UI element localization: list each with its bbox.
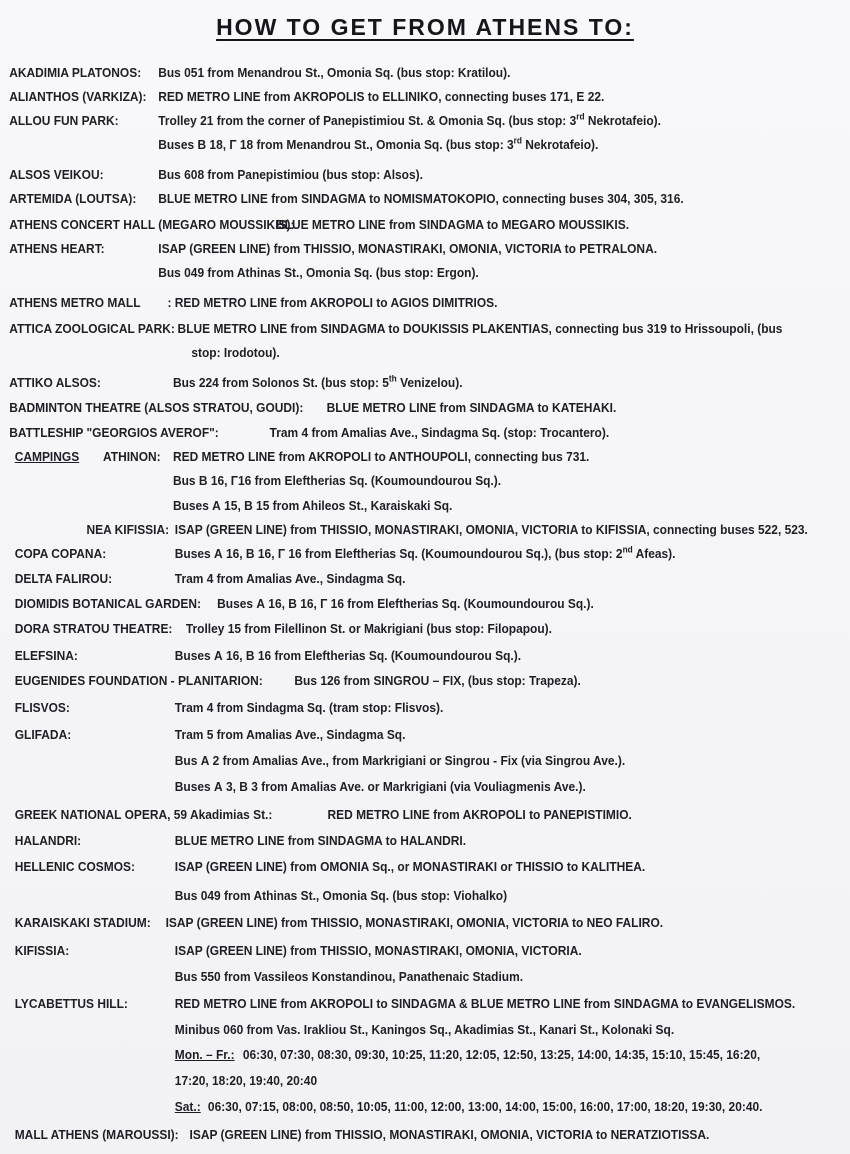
entry-text: RED METRO LINE from AKROPOLI to SINDAGMA & BLUE METRO LINE from SINDAGMA to EVANGELISMOS. xyxy=(174,996,796,1011)
entry-label: ALIANTHOS (VARKIZA): xyxy=(9,89,147,104)
entry-text: Minibus 060 from Vas. Irakliou St., Kaningos Sq., Akadimias St., Kanari St., Kolonaki Sq. xyxy=(174,1022,675,1037)
campings-sub-label: ATHINON: xyxy=(103,449,161,464)
entry-label: HELLENIC COSMOS: xyxy=(14,859,135,874)
entry-text: Bus 126 from SINGROU – FIX, (bus stop: Trapeza). xyxy=(294,673,581,688)
entry-alianthos xyxy=(0,86,782,108)
entry-athens-heart xyxy=(0,238,782,260)
entry-text: Tram 4 from Amalias Ave., Sindagma Sq. (stop: Trocantero). xyxy=(269,425,610,440)
entry-label: DIOMIDIS BOTANICAL GARDEN: xyxy=(14,596,201,611)
entry-label: LYCABETTUS HILL: xyxy=(14,996,128,1011)
entry-label: EUGENIDES FOUNDATION - PLANITARION: xyxy=(14,673,263,688)
entry-text: BLUE METRO LINE from SINDAGMA to DOUKISSIS PLAKENTIAS, connecting bus 319 to Hrissoupoli, (bus xyxy=(177,321,783,336)
entry-glifada-2 xyxy=(0,750,782,772)
entry-athens-heart-2 xyxy=(0,262,782,284)
entry-text: BLUE METRO LINE from SINDAGMA to NOMISMATOKOPIO, connecting buses 304, 305, 316. xyxy=(158,191,684,206)
entry-label: ATHENS HEART: xyxy=(9,241,105,256)
entry-dora-stratou-theatre xyxy=(0,618,782,640)
entry-text: ISAP (GREEN LINE) from THISSIO, MONASTIRAKI, OMONIA, VICTORIA. xyxy=(174,943,582,958)
entry-athens-concert-hall xyxy=(0,214,782,236)
entry-text: Tram 4 from Sindagma Sq. (tram stop: Flisvos). xyxy=(174,700,444,715)
entry-text: : RED METRO LINE from AKROPOLI to AGIOS DIMITRIOS. xyxy=(167,295,498,310)
entry-label: HALANDRI: xyxy=(14,833,82,848)
entry-text: ISAP (GREEN LINE) from THISSIO, MONASTIRAKI, OMONIA, VICTORIA to NERATZIOTISSA. xyxy=(189,1127,710,1142)
entry-text: Buses Α 16, Β 16, Γ 16 from Eleftherias Sq. (Koumoundourou Sq.). xyxy=(217,596,594,611)
entry-label: ATHENS CONCERT HALL (MEGARO MOUSSIKIS): xyxy=(9,217,295,232)
entry-label: CAMPINGS xyxy=(14,449,80,464)
entry-label: MALL ATHENS (MAROUSSI): xyxy=(14,1127,179,1142)
entry-delta-falirou xyxy=(0,568,782,590)
entry-text: Trolley 15 from Filellinon St. or Makrigiani (bus stop: Filopapou). xyxy=(185,621,552,636)
schedule-times: 06:30, 07:15, 08:00, 08:50, 10:05, 11:00, 12:00, 13:00, 14:00, 15:00, 16:00, 17:00, 18:20, 19:30, 20:40. xyxy=(207,1099,763,1114)
entry-label: AKADIMIA PLATONOS: xyxy=(9,65,142,80)
entry-akadimia-platonos xyxy=(0,62,782,84)
entry-label: ALSOS VEIKOU: xyxy=(9,167,104,182)
entry-hellenic-cosmos-2 xyxy=(0,885,782,907)
entry-text: ISAP (GREEN LINE) from OMONIA Sq., or MONASTIRAKI or THISSIO to KALITHEA. xyxy=(174,859,646,874)
entry-campings-nea-kifissia xyxy=(0,519,808,541)
entry-glifada-3 xyxy=(0,776,782,798)
entry-greek-national-opera xyxy=(0,804,782,826)
entry-attiko-alsos xyxy=(0,372,782,394)
schedule-times: 06:30, 07:30, 08:30, 09:30, 10:25, 11:20, 12:05, 12:50, 13:25, 14:00, 14:35, 15:10, 15:45, 16:20, xyxy=(242,1047,761,1062)
entry-text: Bus 608 from Panepistimiou (bus stop: Alsos). xyxy=(158,167,423,182)
entry-kifissia-2 xyxy=(0,966,782,988)
schedule-label: Mon. – Fr.: xyxy=(174,1047,235,1062)
entry-alsos-veikou xyxy=(0,164,782,186)
entry-lycabettus-saturday xyxy=(0,1096,782,1118)
entry-kifissia xyxy=(0,940,782,962)
entry-label: DORA STRATOU THEATRE: xyxy=(14,621,173,636)
entry-mall-athens xyxy=(0,1124,782,1146)
entry-lycabettus-weekday xyxy=(0,1044,782,1066)
entry-battleship-averof xyxy=(0,422,782,444)
entry-badminton-theatre xyxy=(0,397,782,419)
entry-label: ELEFSINA: xyxy=(14,648,78,663)
entry-text: Tram 5 from Amalias Ave., Sindagma Sq. xyxy=(174,727,406,742)
entry-lycabettus-hill xyxy=(0,993,796,1015)
entry-text: ISAP (GREEN LINE) from THISSIO, MONASTIRAKI, OMONIA, VICTORIA to KIFISSIA, connecting buses 522, 523. xyxy=(174,522,808,537)
entry-athens-metro-mall xyxy=(0,292,782,314)
entry-label: KIFISSIA: xyxy=(14,943,70,958)
entry-label: ATTICA ZOOLOGICAL PARK: xyxy=(9,321,175,336)
entry-lycabettus-weekday-2 xyxy=(0,1070,782,1092)
entry-label: ALLOU FUN PARK: xyxy=(9,113,119,128)
entry-attica-zoological-park xyxy=(0,318,782,340)
entry-text: Bus Α 2 from Amalias Ave., from Markrigiani or Singrou - Fix (via Singrou Ave.). xyxy=(174,753,626,768)
entry-label: BATTLESHIP "GEORGIOS AVEROF": xyxy=(9,425,219,440)
entry-text: Tram 4 from Amalias Ave., Sindagma Sq. xyxy=(174,571,406,586)
entry-elefsina xyxy=(0,645,782,667)
entry-karaiskaki-stadium xyxy=(0,912,782,934)
entry-text: Bus 051 from Menandrou St., Omonia Sq. (bus stop: Kratilou). xyxy=(158,65,511,80)
entry-label: KARAISKAKI STADIUM: xyxy=(14,915,151,930)
entry-text: stop: Irodotou). xyxy=(191,345,280,360)
entry-text: ISAP (GREEN LINE) from THISSIO, MONASTIRAKI, OMONIA, VICTORIA to PETRALONA. xyxy=(158,241,658,256)
page-title: HOW TO GET FROM ATHENS TO: xyxy=(216,14,634,40)
entry-text: Bus 049 from Athinas St., Omonia Sq. (bus stop: Ergon). xyxy=(158,265,479,280)
entry-copa-copana xyxy=(0,543,782,565)
entry-text: BLUE METRO LINE from SINDAGMA to HALANDRI. xyxy=(174,833,467,848)
entry-text: BLUE METRO LINE from SINDAGMA to MEGARO MOUSSIKIS. xyxy=(276,217,630,232)
entry-label: ATHENS METRO MALL xyxy=(9,295,141,310)
entry-allou-fun-park xyxy=(0,110,782,132)
entry-lycabettus-minibus xyxy=(0,1019,782,1041)
entry-glifada xyxy=(0,724,782,746)
entry-halandri xyxy=(0,830,782,852)
entry-label: COPA COPANA: xyxy=(14,546,107,561)
entry-label: NEA KIFISSIA: xyxy=(86,522,170,537)
entry-text: Bus 550 from Vassileos Konstandinou, Panathenaic Stadium. xyxy=(174,969,524,984)
entry-campings-athinon-3 xyxy=(0,495,782,517)
entry-text: Buses Β 18, Γ 18 from Menandrou St., Omonia Sq. (bus stop: 3rd Nekrotafeio). xyxy=(158,135,599,152)
entry-label: ARTEMIDA (LOUTSA): xyxy=(9,191,137,206)
entry-label: BADMINTON THEATRE (ALSOS STRATOU, GOUDI): xyxy=(9,400,304,415)
entry-text: ISAP (GREEN LINE) from THISSIO, MONASTIRAKI, OMONIA, VICTORIA to NEO FALIRO. xyxy=(165,915,664,930)
schedule-label: Sat.: xyxy=(174,1099,201,1114)
entry-text: RED METRO LINE from AKROPOLIS to ELLINIKO, connecting buses 171, Ε 22. xyxy=(158,89,605,104)
entry-text: Bus 224 from Solonos St. (bus stop: 5th Venizelou). xyxy=(172,373,463,390)
entry-campings-athinon xyxy=(0,446,782,468)
entry-label: DELTA FALIROU: xyxy=(14,571,113,586)
entry-eugenides-foundation xyxy=(0,670,782,692)
entry-label: GREEK NATIONAL OPERA, 59 Akadimias St.: xyxy=(14,807,273,822)
entry-text: Bus Β 16, Γ16 from Eleftherias Sq. (Koumoundourou Sq.). xyxy=(172,473,502,488)
entry-text: Trolley 21 from the corner of Panepistimiou St. & Omonia Sq. (bus stop: 3rd Nekrotafeio). xyxy=(158,111,661,128)
entry-attica-zoological-park-2 xyxy=(0,342,782,364)
entry-text: Buses Α 16, Β 16 from Eleftherias Sq. (Koumoundourou Sq.). xyxy=(174,648,522,663)
entry-text: RED METRO LINE from AKROPOLI to ANTHOUPOLI, connecting bus 731. xyxy=(172,449,590,464)
entry-text: BLUE METRO LINE from SINDAGMA to KATEHAKI. xyxy=(326,400,617,415)
entry-artemida xyxy=(0,188,782,210)
entry-text: Buses Α 15, Β 15 from Ahileos St., Karaiskaki Sq. xyxy=(172,498,453,513)
entry-diomidis-botanical-garden xyxy=(0,593,782,615)
entry-label: ATTIKO ALSOS: xyxy=(9,375,101,390)
entry-campings-athinon-2 xyxy=(0,470,782,492)
entry-text: Bus 049 from Athinas St., Omonia Sq. (bus stop: Viohalko) xyxy=(174,888,508,903)
entry-flisvos xyxy=(0,697,782,719)
entry-text: Buses Α 16, Β 16, Γ 16 from Eleftherias Sq. (Koumoundourou Sq.), (bus stop: 2nd Afeas). xyxy=(174,544,676,561)
entry-label: FLISVOS: xyxy=(14,700,70,715)
entry-hellenic-cosmos xyxy=(0,856,782,878)
schedule-times: 17:20, 18:20, 19:40, 20:40 xyxy=(174,1073,318,1088)
entry-label: GLIFADA: xyxy=(14,727,72,742)
entry-text: Buses Α 3, Β 3 from Amalias Ave. or Markrigiani (via Vouliagmenis Ave.). xyxy=(174,779,586,794)
entry-text: RED METRO LINE from AKROPOLI to PANEPISTIMIO. xyxy=(327,807,632,822)
entry-allou-fun-park-2 xyxy=(0,134,782,156)
